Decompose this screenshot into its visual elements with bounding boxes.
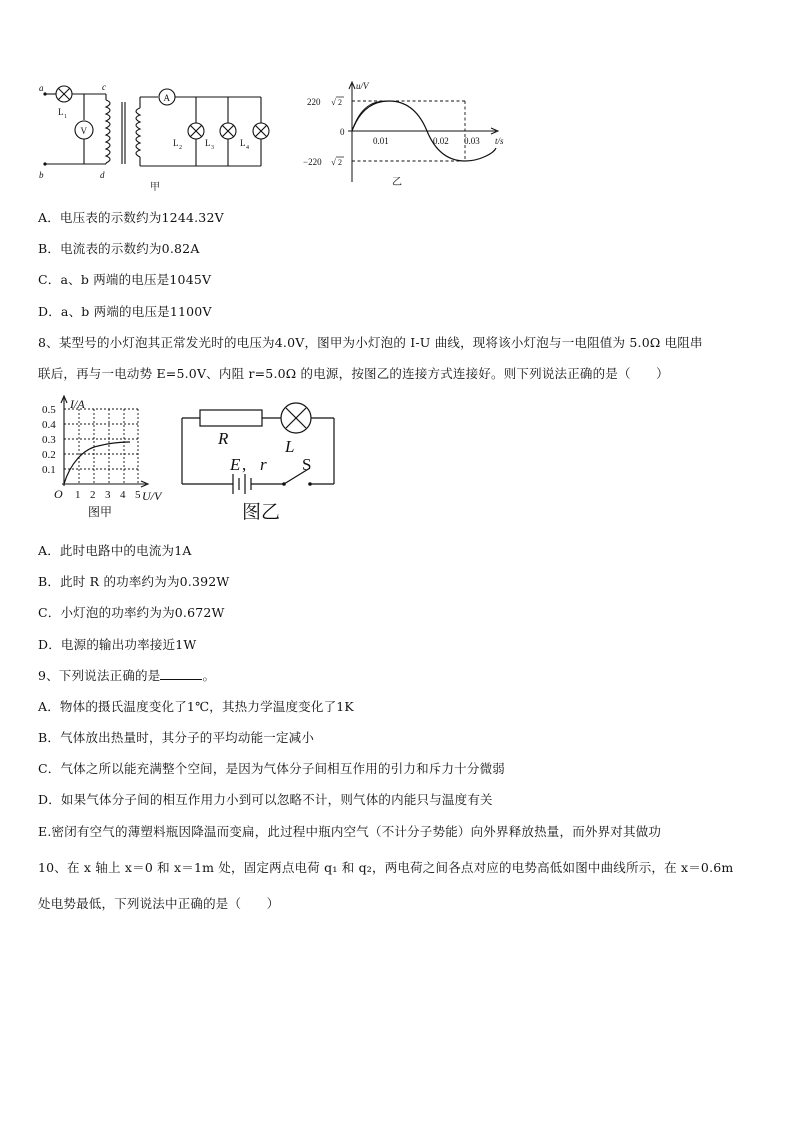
lamp-l1-subscript: 1 [64, 114, 67, 120]
answer-blank [160, 669, 202, 680]
ammeter-label: A [163, 93, 170, 103]
transformer-circuit-figure [36, 80, 276, 195]
q9-option-a: A．物体的摄氏温度变化了1℃，其热力学温度变化了1K [38, 699, 354, 714]
y-tick-02: 0.2 [42, 449, 56, 461]
lamp-l3-label: L [205, 138, 211, 148]
x-tick-5v: 5 [135, 489, 141, 501]
y-max-label: 220 [307, 97, 321, 107]
terminal-c-label: c [102, 82, 106, 92]
q7-option-d: D．a、b 两端的电压是1100V [38, 304, 212, 319]
q9-option-c: C．气体之所以能充满整个空间，是因为气体分子间相互作用的引力和斥力十分微弱 [38, 761, 505, 776]
y-tick-01: 0.1 [42, 464, 56, 476]
terminal-b-label: b [39, 170, 44, 180]
q9-option-d: D．如果气体分子间的相互作用力小到可以忽略不计，则气体的内能只与温度有关 [38, 792, 493, 807]
lamp-l2-label: L [173, 138, 179, 148]
lamp-l3-subscript: 3 [211, 145, 214, 151]
q10-stem-line2: 处电势最低，下列说法中正确的是（ ） [38, 896, 280, 911]
q8-stem-line2: 联后，再与一电动势 E=5.0V、内阻 r=5.0Ω 的电源，按图乙的连接方式连接好。则下列说法正确的是（ ） [38, 366, 669, 381]
origin-o-label: O [54, 487, 63, 501]
q9-stem [38, 666, 215, 684]
emf-e-label: E [230, 455, 241, 474]
x-tick-4v: 4 [120, 489, 126, 501]
x-tick-1v: 1 [75, 489, 81, 501]
y-min-label: −220 [303, 157, 322, 167]
y-tick-05: 0.5 [42, 404, 56, 416]
q10-stem-line1: 10、在 x 轴上 x＝0 和 x＝1m 处，固定两点电荷 q₁ 和 q₂，两电荷之间各点对应的电势高低如图中曲线所示，在 x＝0.6m [38, 860, 734, 875]
q8-stem-line1: 8、某型号的小灯泡其正常发光时的电压为4.0V，图甲为小灯泡的 I-U 曲线，现将该小灯泡与一电阻值为 5.0Ω 电阻串 [38, 335, 703, 350]
q8-option-a: A．此时电路中的电流为1A [38, 543, 192, 558]
figure-yi-caption: 乙 [392, 177, 402, 188]
voltmeter-label: V [80, 126, 87, 136]
iu-curve-figure [38, 394, 178, 524]
sqrt2-lower: 2 [338, 158, 342, 167]
internal-r-label: r [260, 455, 267, 474]
q9-stem-tail: 。 [202, 668, 216, 683]
emf-comma: , [242, 455, 247, 474]
voltage-axis-label: U/V [142, 489, 162, 503]
terminal-d-label: d [100, 170, 105, 180]
x-tick-2v: 2 [90, 489, 96, 501]
origin-label: 0 [340, 127, 345, 137]
sqrt-symbol-lower: √ [331, 157, 336, 167]
lamp-l2-subscript: 2 [179, 145, 182, 151]
q7-option-b: B．电流表的示数约为0.82A [38, 241, 200, 256]
x-tick-3v: 3 [105, 489, 111, 501]
y-tick-04: 0.4 [42, 419, 56, 431]
q9-stem-text: 9、下列说法正确的是 [38, 668, 161, 683]
figure-q8-yi-caption: 图乙 [242, 502, 281, 523]
q9-option-b: B．气体放出热量时，其分子的平均动能一定减小 [38, 730, 315, 745]
q8-option-c: C．小灯泡的功率约为为0.672W [38, 605, 225, 620]
q7-option-a: A．电压表的示数约为1244.32V [38, 210, 224, 225]
x-axis-label: t/s [495, 136, 504, 146]
figure-q8-jia-caption: 图甲 [88, 505, 113, 519]
x-tick-1: 0.01 [373, 136, 389, 146]
lamp-l1-label: L [58, 107, 64, 117]
series-circuit-figure [176, 396, 346, 526]
current-axis-label: I/A [70, 397, 85, 411]
lamp-l-label: L [285, 437, 295, 456]
q9-option-e: E.密闭有空气的薄塑料瓶因降温而变扁，此过程中瓶内空气（不计分子势能）向外界释放热量，而外界对其做功 [38, 824, 662, 839]
lamp-l4-subscript: 4 [246, 145, 249, 151]
q8-option-b: B．此时 R 的功率约为为0.392W [38, 574, 230, 589]
y-tick-03: 0.3 [42, 434, 56, 446]
x-tick-2: 0.02 [433, 136, 449, 146]
resistor-r-label: R [218, 429, 229, 448]
switch-s-label: S [302, 455, 312, 474]
terminal-a-label: a [39, 83, 44, 93]
voltage-waveform-figure [300, 78, 520, 193]
q8-option-d: D．电源的输出功率接近1W [38, 637, 197, 652]
sqrt2-upper: 2 [338, 98, 342, 107]
x-tick-3: 0.03 [464, 136, 480, 146]
iu-curve [64, 442, 130, 484]
y-axis-label: u/V [356, 81, 369, 91]
q7-option-c: C．a、b 两端的电压是1045V [38, 272, 212, 287]
lamp-l4-label: L [240, 138, 246, 148]
figure-jia-caption: 甲 [150, 182, 160, 193]
sqrt-symbol: √ [331, 97, 336, 107]
